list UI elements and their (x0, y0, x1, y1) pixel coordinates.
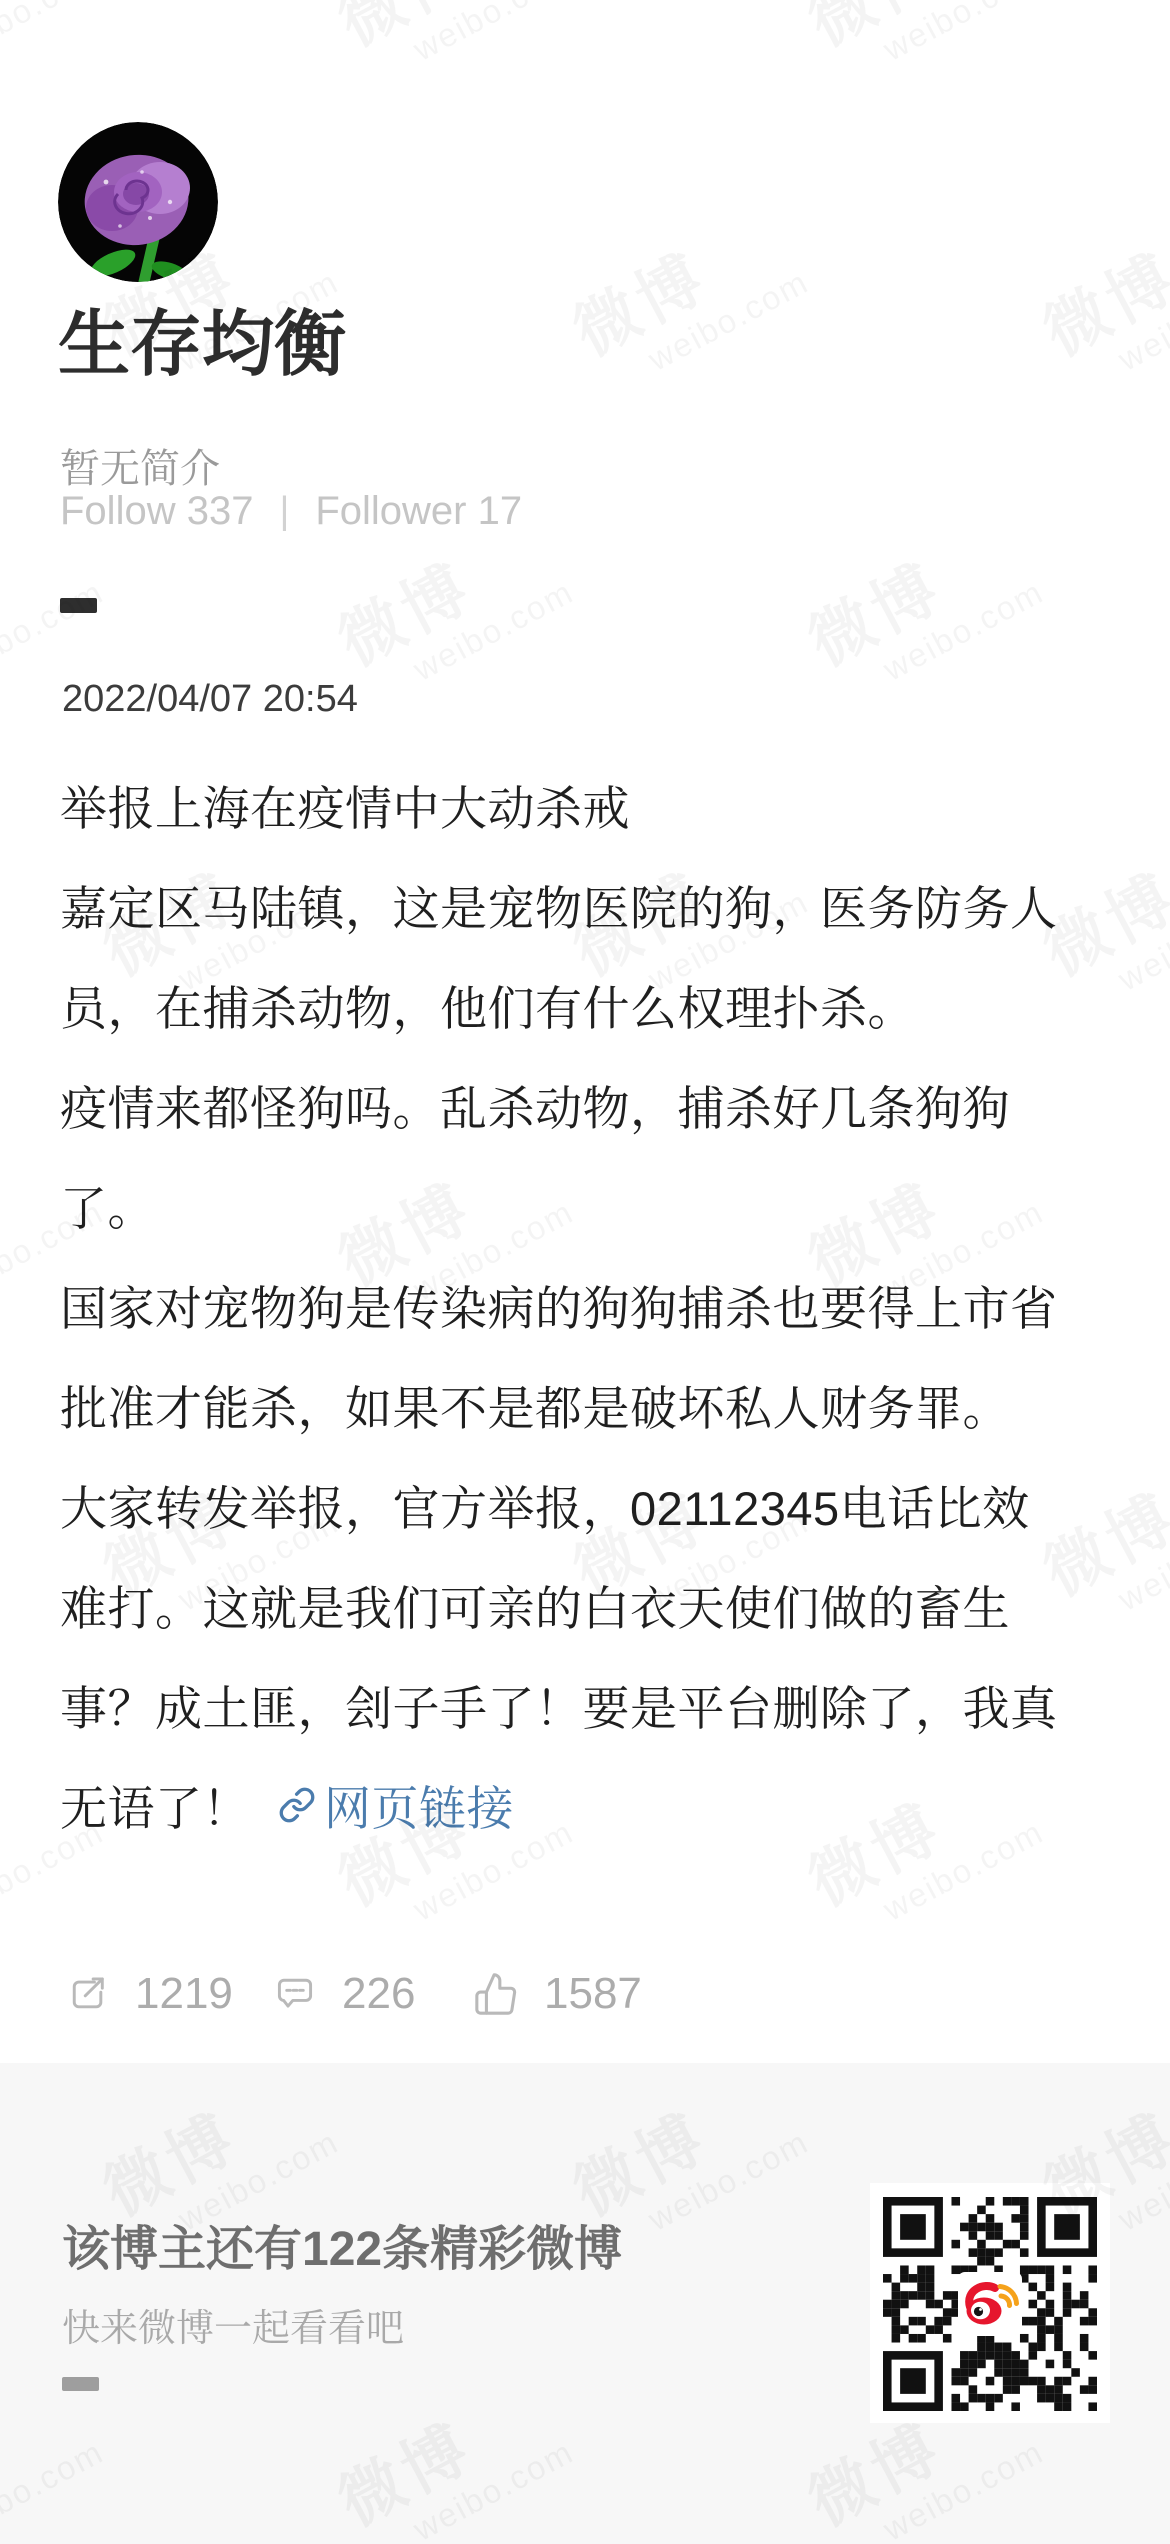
post-line: 举报上海在疫情中大动杀戒 (60, 781, 630, 835)
profile-name[interactable]: 生存均衡 (58, 305, 347, 385)
divider-dash (60, 598, 97, 613)
post-date: 2022/04/07 20:54 (62, 678, 358, 720)
footer-title: 该博主还有122条精彩微博 (62, 2223, 623, 2276)
post-lines (60, 755, 1120, 1755)
post-last-line (60, 1755, 1120, 1855)
weibo-watermark (0, 0, 109, 90)
post-line: 大家转发举报，官方举报，02112345电话比效 (60, 1481, 1030, 1535)
profile-bio: 暂无简介 (60, 447, 220, 491)
post-line: 国家对宠物狗是传染病的狗狗捕杀也要得上市省 (60, 1281, 1058, 1335)
like-button[interactable] (473, 1944, 642, 2044)
follow-stats (60, 489, 522, 534)
weibo-logo (958, 2272, 1022, 2336)
avatar-rose-image (58, 122, 218, 282)
footer-banner (0, 2063, 1170, 2544)
comment-button[interactable] (273, 1944, 415, 2044)
qr-card (870, 2183, 1110, 2423)
follow-count[interactable]: Follow 337 (60, 489, 254, 533)
post-body (60, 755, 1120, 1855)
follow-divider: | (279, 490, 290, 532)
weibo-watermark (329, 0, 578, 90)
footer-subtitle: 快来微博一起看看吧 (62, 2308, 405, 2350)
post-line: 员，在捕杀动物，他们有什么权理扑杀。 (60, 981, 915, 1035)
weibo-watermark (329, 513, 578, 711)
post-line: 了。 (60, 1181, 155, 1235)
like-count: 1587 (544, 1969, 642, 2018)
post-line: 难打。这就是我们可亲的白衣天使们做的畜生 (60, 1581, 1010, 1635)
post-line: 事？成土匪，刽子手了！要是平台删除了，我真 (60, 1681, 1058, 1735)
like-icon (473, 1971, 519, 2017)
post-link-label: 网页链接 (324, 1781, 514, 1835)
repost-icon (66, 1972, 110, 2016)
post-link[interactable] (278, 1772, 514, 1839)
link-icon (278, 1786, 316, 1824)
weibo-watermark (1034, 203, 1170, 401)
post-line: 批准才能杀，如果不是都是破坏私人财务罪。 (60, 1381, 1010, 1435)
comment-icon (273, 1972, 317, 2016)
footer-dash (62, 2377, 99, 2391)
comment-count: 226 (342, 1969, 416, 2018)
weibo-watermark (564, 203, 813, 401)
post-line: 嘉定区马陆镇，这是宠物医院的狗，医务防务人 (60, 881, 1058, 935)
weibo-watermark (799, 513, 1048, 711)
avatar[interactable] (58, 122, 218, 282)
post-last-text: 无语了！ (60, 1781, 250, 1835)
qr-code (870, 2183, 1110, 2423)
follower-count[interactable]: Follower 17 (315, 489, 523, 533)
post-line: 疫情来都怪狗吗。乱杀动物，捕杀好几条狗狗 (60, 1081, 1010, 1135)
stats-row (0, 1944, 1170, 2044)
repost-button[interactable] (66, 1944, 233, 2044)
repost-count: 1219 (135, 1969, 233, 2018)
weibo-watermark (799, 0, 1048, 90)
